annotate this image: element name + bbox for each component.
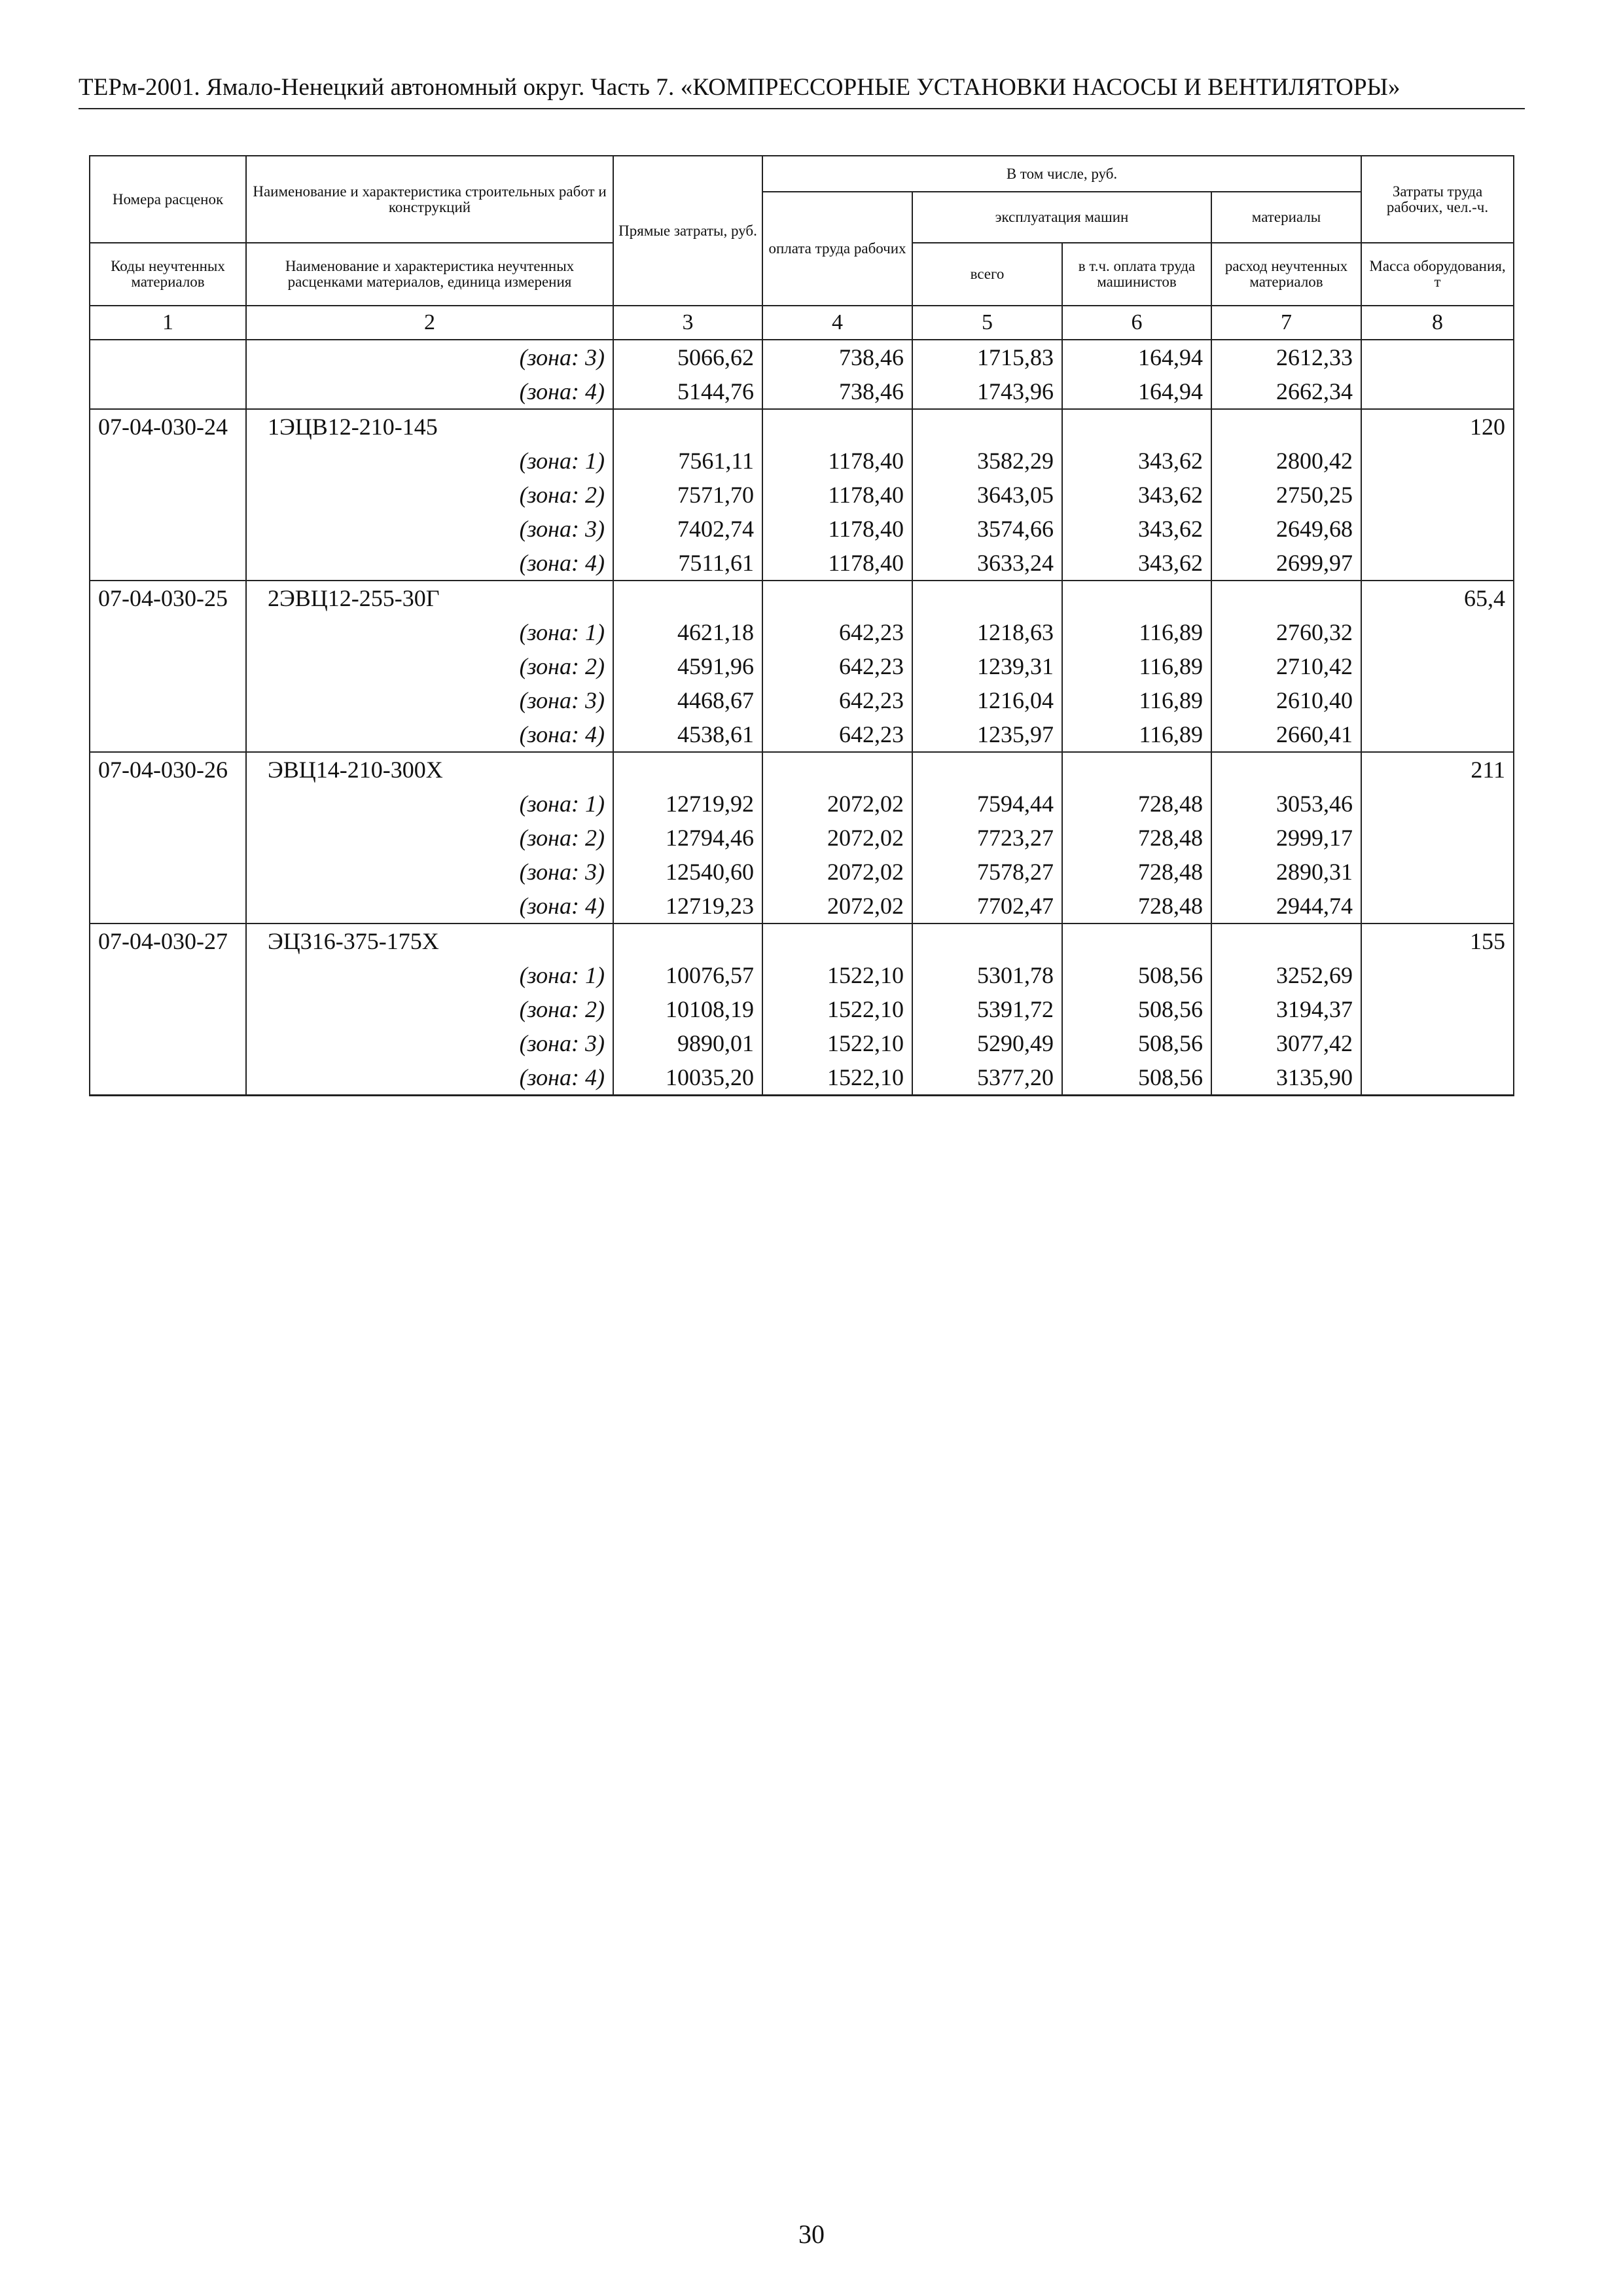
col3-header: Прямые затраты, руб. [613, 156, 762, 306]
materials-cell [1211, 752, 1361, 787]
rate-code-cell: 07-04-030-26 [90, 752, 246, 787]
rate-code-cell: 07-04-030-25 [90, 581, 246, 615]
labor-pay-cell: 2072,02 [762, 889, 912, 924]
table-row [90, 581, 1514, 615]
rate-code-cell [90, 546, 246, 581]
work-name-cell: (зона: 2) [246, 992, 613, 1026]
machines-total-cell [912, 409, 1062, 444]
rate-code-cell [90, 958, 246, 992]
machinists-pay-cell: 116,89 [1062, 717, 1211, 752]
machinists-pay-cell: 728,48 [1062, 821, 1211, 855]
labor-pay-cell: 1522,10 [762, 992, 912, 1026]
rate-code-cell [90, 821, 246, 855]
labor-pay-cell: 642,23 [762, 615, 912, 649]
labor-pay-cell: 2072,02 [762, 855, 912, 889]
labor-mass-cell: 120 [1361, 409, 1514, 444]
table-row [90, 958, 1514, 992]
labor-mass-cell [1361, 889, 1514, 924]
table-row [90, 374, 1514, 409]
labor-mass-cell [1361, 992, 1514, 1026]
materials-cell [1211, 581, 1361, 615]
materials-cell: 3053,46 [1211, 787, 1361, 821]
col7-header: расход неучтенных материалов [1211, 243, 1361, 306]
column-number: 7 [1211, 306, 1361, 340]
materials-cell: 2660,41 [1211, 717, 1361, 752]
rate-code-cell [90, 340, 246, 374]
work-name-cell: (зона: 3) [246, 1026, 613, 1060]
labor-pay-cell: 738,46 [762, 374, 912, 409]
materials-cell: 3135,90 [1211, 1060, 1361, 1096]
machines-total-cell: 1239,31 [912, 649, 1062, 683]
direct-cost-cell: 10035,20 [613, 1060, 762, 1096]
work-name-cell: (зона: 2) [246, 821, 613, 855]
labor-pay-cell [762, 409, 912, 444]
labor-pay-cell [762, 752, 912, 787]
machinists-pay-cell: 343,62 [1062, 512, 1211, 546]
labor-pay-cell: 642,23 [762, 683, 912, 717]
machines-total-cell: 7578,27 [912, 855, 1062, 889]
materials-cell: 2662,34 [1211, 374, 1361, 409]
labor-pay-cell: 1178,40 [762, 478, 912, 512]
machinists-pay-cell: 343,62 [1062, 478, 1211, 512]
rate-code-cell [90, 889, 246, 924]
machines-total-cell: 3633,24 [912, 546, 1062, 581]
rate-code-cell [90, 683, 246, 717]
labor-mass-cell [1361, 787, 1514, 821]
machinists-pay-cell: 343,62 [1062, 444, 1211, 478]
work-name-cell: ЭЦ316-375-175Х [246, 924, 613, 958]
col2-bottom-header: Наименование и характеристика неучтенных расценками материалов, единица измерения [246, 243, 613, 306]
rate-code-cell [90, 855, 246, 889]
materials-cell: 2649,68 [1211, 512, 1361, 546]
labor-mass-cell [1361, 512, 1514, 546]
machinists-pay-cell [1062, 924, 1211, 958]
labor-mass-cell [1361, 958, 1514, 992]
page-header: ТЕРм-2001. Ямало-Ненецкий автономный округ. Часть 7. «КОМПРЕССОРНЫЕ УСТАНОВКИ НАСОСЫ И ВЕНТИЛЯТОРЫ» [79, 73, 1525, 109]
materials-cell: 3077,42 [1211, 1026, 1361, 1060]
labor-mass-cell [1361, 855, 1514, 889]
machines-total-cell [912, 924, 1062, 958]
column-number: 4 [762, 306, 912, 340]
materials-cell: 3252,69 [1211, 958, 1361, 992]
direct-cost-cell [613, 924, 762, 958]
table-row [90, 409, 1514, 444]
direct-cost-cell: 7402,74 [613, 512, 762, 546]
column-number: 6 [1062, 306, 1211, 340]
col5-header: всего [912, 243, 1062, 306]
machinists-pay-cell: 116,89 [1062, 649, 1211, 683]
table-row [90, 717, 1514, 752]
machines-total-cell: 5301,78 [912, 958, 1062, 992]
materials-cell: 2760,32 [1211, 615, 1361, 649]
materials-cell: 2699,97 [1211, 546, 1361, 581]
incl-header: В том числе, руб. [762, 156, 1361, 192]
table-row [90, 1060, 1514, 1096]
labor-mass-cell [1361, 615, 1514, 649]
machines-total-cell: 1216,04 [912, 683, 1062, 717]
col8-bottom-header: Масса оборудования, т [1361, 243, 1514, 306]
labor-mass-cell [1361, 340, 1514, 374]
materials-cell: 2800,42 [1211, 444, 1361, 478]
direct-cost-cell: 7571,70 [613, 478, 762, 512]
direct-cost-cell: 12719,92 [613, 787, 762, 821]
machines-total-cell [912, 752, 1062, 787]
machinists-pay-cell: 508,56 [1062, 992, 1211, 1026]
materials-cell: 2944,74 [1211, 889, 1361, 924]
rate-code-cell [90, 512, 246, 546]
work-name-cell: 1ЭЦВ12-210-145 [246, 409, 613, 444]
machines-total-cell: 3643,05 [912, 478, 1062, 512]
labor-pay-cell: 1522,10 [762, 1026, 912, 1060]
labor-mass-cell [1361, 683, 1514, 717]
labor-mass-cell [1361, 649, 1514, 683]
column-number: 3 [613, 306, 762, 340]
direct-cost-cell: 7511,61 [613, 546, 762, 581]
machines-total-cell: 7702,47 [912, 889, 1062, 924]
col6-header: в т.ч. оплата труда машинистов [1062, 243, 1211, 306]
labor-mass-cell [1361, 717, 1514, 752]
machines-total-cell: 1743,96 [912, 374, 1062, 409]
labor-pay-cell: 1178,40 [762, 444, 912, 478]
column-number: 2 [246, 306, 613, 340]
materials-cell: 2612,33 [1211, 340, 1361, 374]
table-body [90, 340, 1514, 1096]
direct-cost-cell: 9890,01 [613, 1026, 762, 1060]
work-name-cell: (зона: 1) [246, 444, 613, 478]
labor-mass-cell [1361, 374, 1514, 409]
col1-bottom-header: Коды неучтенных материалов [90, 243, 246, 306]
labor-mass-cell [1361, 444, 1514, 478]
direct-cost-cell: 7561,11 [613, 444, 762, 478]
direct-cost-cell: 12540,60 [613, 855, 762, 889]
labor-mass-cell: 155 [1361, 924, 1514, 958]
machines-total-cell [912, 581, 1062, 615]
col1-top-header: Номера расценок [90, 156, 246, 243]
labor-mass-cell: 211 [1361, 752, 1514, 787]
column-number-row [90, 306, 1514, 340]
direct-cost-cell: 4468,67 [613, 683, 762, 717]
rate-code-cell [90, 444, 246, 478]
machines-total-cell: 3582,29 [912, 444, 1062, 478]
table-row [90, 546, 1514, 581]
table-row [90, 340, 1514, 374]
labor-mass-cell [1361, 546, 1514, 581]
machinists-pay-cell [1062, 409, 1211, 444]
table-row [90, 615, 1514, 649]
col4-header: оплата труда рабочих [762, 192, 912, 306]
rate-code-cell: 07-04-030-27 [90, 924, 246, 958]
machines-total-cell: 3574,66 [912, 512, 1062, 546]
table-row [90, 787, 1514, 821]
materials-cell [1211, 409, 1361, 444]
machines-total-cell: 1235,97 [912, 717, 1062, 752]
materials-cell: 2750,25 [1211, 478, 1361, 512]
labor-pay-cell: 1178,40 [762, 512, 912, 546]
direct-cost-cell: 10108,19 [613, 992, 762, 1026]
labor-pay-cell: 642,23 [762, 717, 912, 752]
work-name-cell: (зона: 3) [246, 855, 613, 889]
machinists-pay-cell: 116,89 [1062, 683, 1211, 717]
machinists-pay-cell: 728,48 [1062, 889, 1211, 924]
column-number: 1 [90, 306, 246, 340]
work-name-cell: ЭВЦ14-210-300Х [246, 752, 613, 787]
col2-top-header: Наименование и характеристика строительных работ и конструкций [246, 156, 613, 243]
machinists-pay-cell: 343,62 [1062, 546, 1211, 581]
table-row [90, 821, 1514, 855]
direct-cost-cell [613, 409, 762, 444]
labor-pay-cell [762, 924, 912, 958]
direct-cost-cell: 10076,57 [613, 958, 762, 992]
work-name-cell: (зона: 1) [246, 787, 613, 821]
column-number: 5 [912, 306, 1062, 340]
table-row [90, 512, 1514, 546]
labor-mass-cell [1361, 478, 1514, 512]
labor-mass-cell [1361, 1026, 1514, 1060]
rate-code-cell [90, 478, 246, 512]
machines-header: эксплуатация машин [912, 192, 1211, 243]
work-name-cell: (зона: 4) [246, 374, 613, 409]
work-name-cell: (зона: 4) [246, 1060, 613, 1096]
machinists-pay-cell: 728,48 [1062, 855, 1211, 889]
table-row [90, 752, 1514, 787]
table-row [90, 649, 1514, 683]
direct-cost-cell: 12794,46 [613, 821, 762, 855]
rate-code-cell [90, 1060, 246, 1096]
labor-pay-cell: 2072,02 [762, 787, 912, 821]
machinists-pay-cell [1062, 581, 1211, 615]
direct-cost-cell: 5066,62 [613, 340, 762, 374]
machines-total-cell: 1218,63 [912, 615, 1062, 649]
rate-code-cell [90, 374, 246, 409]
machines-total-cell: 7723,27 [912, 821, 1062, 855]
rate-code-cell [90, 649, 246, 683]
table-row [90, 855, 1514, 889]
direct-cost-cell: 5144,76 [613, 374, 762, 409]
work-name-cell: (зона: 3) [246, 683, 613, 717]
machinists-pay-cell: 164,94 [1062, 374, 1211, 409]
rate-code-cell [90, 787, 246, 821]
table-row [90, 444, 1514, 478]
materials-cell: 2610,40 [1211, 683, 1361, 717]
labor-mass-cell [1361, 1060, 1514, 1096]
direct-cost-cell: 4621,18 [613, 615, 762, 649]
materials-header: материалы [1211, 192, 1361, 243]
rate-code-cell [90, 615, 246, 649]
materials-cell: 3194,37 [1211, 992, 1361, 1026]
rate-code-cell: 07-04-030-24 [90, 409, 246, 444]
rate-code-cell [90, 992, 246, 1026]
work-name-cell: (зона: 2) [246, 649, 613, 683]
labor-mass-cell [1361, 821, 1514, 855]
table-row [90, 992, 1514, 1026]
table-row [90, 683, 1514, 717]
machinists-pay-cell: 508,56 [1062, 958, 1211, 992]
table-row [90, 924, 1514, 958]
table-row [90, 889, 1514, 924]
labor-pay-cell: 2072,02 [762, 821, 912, 855]
column-number: 8 [1361, 306, 1514, 340]
labor-pay-cell: 1178,40 [762, 546, 912, 581]
machinists-pay-cell: 508,56 [1062, 1060, 1211, 1096]
work-name-cell: (зона: 4) [246, 717, 613, 752]
materials-cell: 2710,42 [1211, 649, 1361, 683]
work-name-cell: 2ЭВЦ12-255-30Г [246, 581, 613, 615]
labor-pay-cell: 738,46 [762, 340, 912, 374]
work-name-cell: (зона: 3) [246, 340, 613, 374]
materials-cell: 2999,17 [1211, 821, 1361, 855]
price-table [89, 155, 1514, 1096]
col8-top-header: Затраты труда рабочих, чел.-ч. [1361, 156, 1514, 243]
direct-cost-cell: 12719,23 [613, 889, 762, 924]
materials-cell: 2890,31 [1211, 855, 1361, 889]
rate-code-cell [90, 1026, 246, 1060]
labor-pay-cell: 1522,10 [762, 958, 912, 992]
machinists-pay-cell: 116,89 [1062, 615, 1211, 649]
direct-cost-cell: 4591,96 [613, 649, 762, 683]
machines-total-cell: 5290,49 [912, 1026, 1062, 1060]
labor-pay-cell: 1522,10 [762, 1060, 912, 1096]
work-name-cell: (зона: 2) [246, 478, 613, 512]
machines-total-cell: 1715,83 [912, 340, 1062, 374]
machinists-pay-cell: 508,56 [1062, 1026, 1211, 1060]
direct-cost-cell [613, 752, 762, 787]
machines-total-cell: 7594,44 [912, 787, 1062, 821]
labor-pay-cell: 642,23 [762, 649, 912, 683]
machinists-pay-cell [1062, 752, 1211, 787]
materials-cell [1211, 924, 1361, 958]
table-row [90, 1026, 1514, 1060]
direct-cost-cell: 4538,61 [613, 717, 762, 752]
direct-cost-cell [613, 581, 762, 615]
labor-pay-cell [762, 581, 912, 615]
work-name-cell: (зона: 3) [246, 512, 613, 546]
machinists-pay-cell: 164,94 [1062, 340, 1211, 374]
work-name-cell: (зона: 1) [246, 958, 613, 992]
work-name-cell: (зона: 4) [246, 546, 613, 581]
machines-total-cell: 5377,20 [912, 1060, 1062, 1096]
work-name-cell: (зона: 1) [246, 615, 613, 649]
work-name-cell: (зона: 4) [246, 889, 613, 924]
machinists-pay-cell: 728,48 [1062, 787, 1211, 821]
table-header [90, 156, 1514, 340]
machines-total-cell: 5391,72 [912, 992, 1062, 1026]
labor-mass-cell: 65,4 [1361, 581, 1514, 615]
table-row [90, 478, 1514, 512]
page-number: 30 [798, 2219, 825, 2249]
rate-code-cell [90, 717, 246, 752]
